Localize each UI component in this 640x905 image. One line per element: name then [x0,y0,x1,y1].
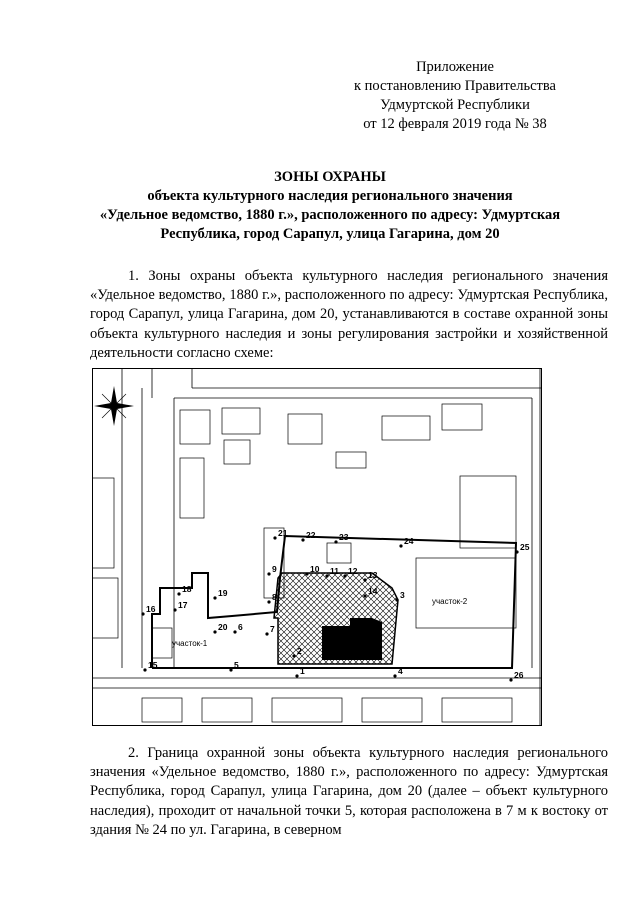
boundary-point-label: 9 [272,564,277,574]
boundary-point-marker [267,572,270,575]
boundary-point-marker [334,540,337,543]
boundary-point-marker [301,538,304,541]
boundary-point-label: 25 [520,542,530,552]
boundary-point-marker [177,592,180,595]
boundary-point-label: 17 [178,600,188,610]
boundary-point-label: 16 [146,604,156,614]
appendix-line: Приложение [416,59,494,75]
boundary-point-marker [343,574,346,577]
boundary-point-label: 1 [300,666,305,676]
boundary-point-label: 4 [398,666,403,676]
appendix-line: от 12 февраля 2019 года № 38 [363,116,547,132]
boundary-point-label: 3 [400,590,405,600]
boundary-point-label: 2 [297,646,302,656]
boundary-point-marker [363,578,366,581]
boundary-point-label: 19 [218,588,228,598]
boundary-point-label: 24 [404,536,414,546]
boundary-point-label: 8 [272,592,277,602]
boundary-point-label: 26 [514,670,524,680]
boundary-point-marker [143,668,146,671]
boundary-point-marker [325,574,328,577]
boundary-point-marker [509,678,512,681]
boundary-point-label: 20 [218,622,228,632]
boundary-point-marker [393,674,396,677]
boundary-point-label: 7 [270,624,275,634]
document-title [80,168,580,244]
boundary-point-marker [395,598,398,601]
appendix-line: к постановлению Правительства [354,78,556,94]
boundary-point-marker [305,572,308,575]
appendix-header [350,58,560,134]
title-line: объекта культурного наследия регионального значения [147,188,513,204]
compass-rose-icon [94,386,134,426]
boundary-point-label: 23 [339,532,349,542]
site-2-label: участок-2 [432,597,468,606]
boundary-point-marker [292,654,295,657]
boundary-point-marker [273,536,276,539]
title-line: Республика, город Сарапул, улица Гагарина, дом 20 [160,226,500,242]
boundary-point-label: 5 [234,660,239,670]
boundary-point-marker [399,544,402,547]
boundary-point-marker [265,632,268,635]
boundary-point-label: 10 [310,564,320,574]
title-line: «Удельное ведомство, 1880 г.», расположенного по адресу: Удмуртская [99,207,561,223]
site-1-label: участок-1 [172,639,208,648]
title-line: ЗОНЫ ОХРАНЫ [274,169,386,185]
boundary-point-label: 12 [348,566,358,576]
boundary-point-marker [295,674,298,677]
boundary-point-marker [363,594,366,597]
boundary-point-marker [213,630,216,633]
paragraph-1: 1. Зоны охраны объекта культурного наследия регионального значения «Удельное ведомство, 1880 г.», расположенного по адресу: Удмуртская Республика, город Сарапул, улица Гагарина, дом 20, устанавливаются в составе охранной зоны объекта культурного наследия и зоны регулирования застройки и хозяйственной деятельности согласно схеме: [90,268,608,361]
boundary-point-label: 21 [278,528,288,538]
boundary-point-marker [267,600,270,603]
boundary-point-marker [213,596,216,599]
boundary-point-label: 15 [148,660,158,670]
boundary-point-label: 18 [182,584,192,594]
boundary-point-label: 22 [306,530,316,540]
boundary-point-marker [141,612,144,615]
boundary-point-label: 13 [368,570,378,580]
boundary-point-marker [229,668,232,671]
boundary-point-marker [515,550,518,553]
boundary-point-label: 6 [238,622,243,632]
boundary-point-marker [173,608,176,611]
appendix-line: Удмуртской Республики [380,97,530,113]
boundary-point-label: 11 [330,566,339,576]
paragraph-2: 2. Граница охранной зоны объекта культурного наследия регионального значения «Удельное ведомство, 1880 г.», расположенного по адресу: Удмуртская Республика, город Сарапул, улица Гагарина, дом 20 (далее – объект культурного наследия), проходит от начальной точки 5, которая расположена в 7 м к востоку от здания № 24 по ул. Гагарина, в северном [90,745,608,838]
boundary-point-marker [233,630,236,633]
boundary-point-label: 14 [368,586,378,596]
zone-map [92,368,542,726]
